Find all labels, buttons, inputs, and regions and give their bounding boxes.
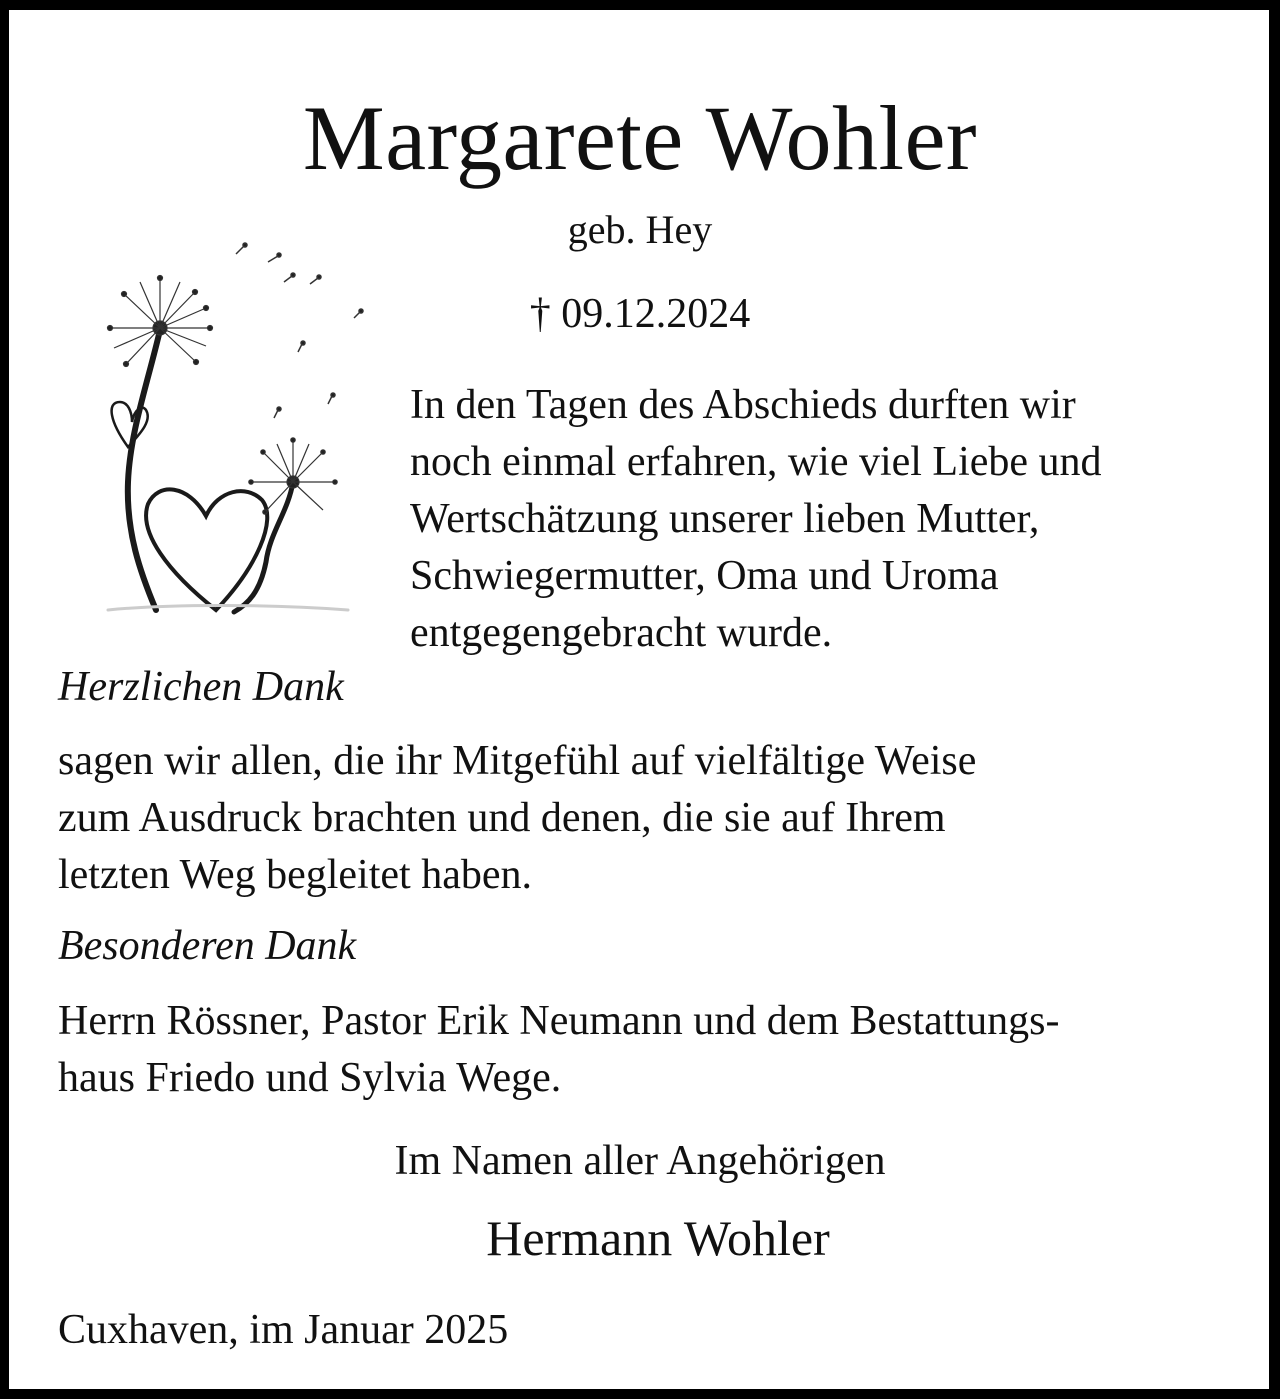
heading-special-thanks: Besonderen Dank xyxy=(58,923,357,969)
intro-line: Schwiegermutter, Oma und Uroma xyxy=(410,553,999,599)
special-line: haus Friedo und Sylvia Wege. xyxy=(58,1055,562,1101)
intro-line: noch einmal erfahren, wie viel Liebe und xyxy=(410,439,1102,485)
thanks-line: letzten Weg begleitet haben. xyxy=(58,852,532,898)
death-date: † 09.12.2024 xyxy=(529,291,751,337)
thanks-text xyxy=(58,733,976,904)
intro-line: In den Tagen des Abschieds durften wir xyxy=(410,382,1076,428)
intro-line: entgegengebracht wurde. xyxy=(410,610,833,656)
special-line: Herrn Rössner, Pastor Erik Neumann und dem Bestattungs- xyxy=(58,998,1060,1044)
closing-line: Im Namen aller Angehörigen xyxy=(394,1138,886,1184)
maiden-name: geb. Hey xyxy=(567,207,713,252)
thanks-line: zum Ausdruck brachten und denen, die sie auf Ihrem xyxy=(58,795,946,841)
special-thanks-text xyxy=(58,993,1059,1107)
intro-text xyxy=(410,377,1102,662)
dandelion-heart-icon xyxy=(88,232,388,632)
place-date: Cuxhaven, im Januar 2025 xyxy=(58,1307,509,1353)
intro-line: Wertschätzung unserer lieben Mutter, xyxy=(410,496,1040,542)
heading-thanks: Herzlichen Dank xyxy=(58,664,344,710)
signer-name: Hermann Wohler xyxy=(486,1210,830,1266)
thanks-line: sagen wir allen, die ihr Mitgefühl auf vielfältige Weise xyxy=(58,738,977,784)
deceased-name: Margarete Wohler xyxy=(302,87,978,189)
